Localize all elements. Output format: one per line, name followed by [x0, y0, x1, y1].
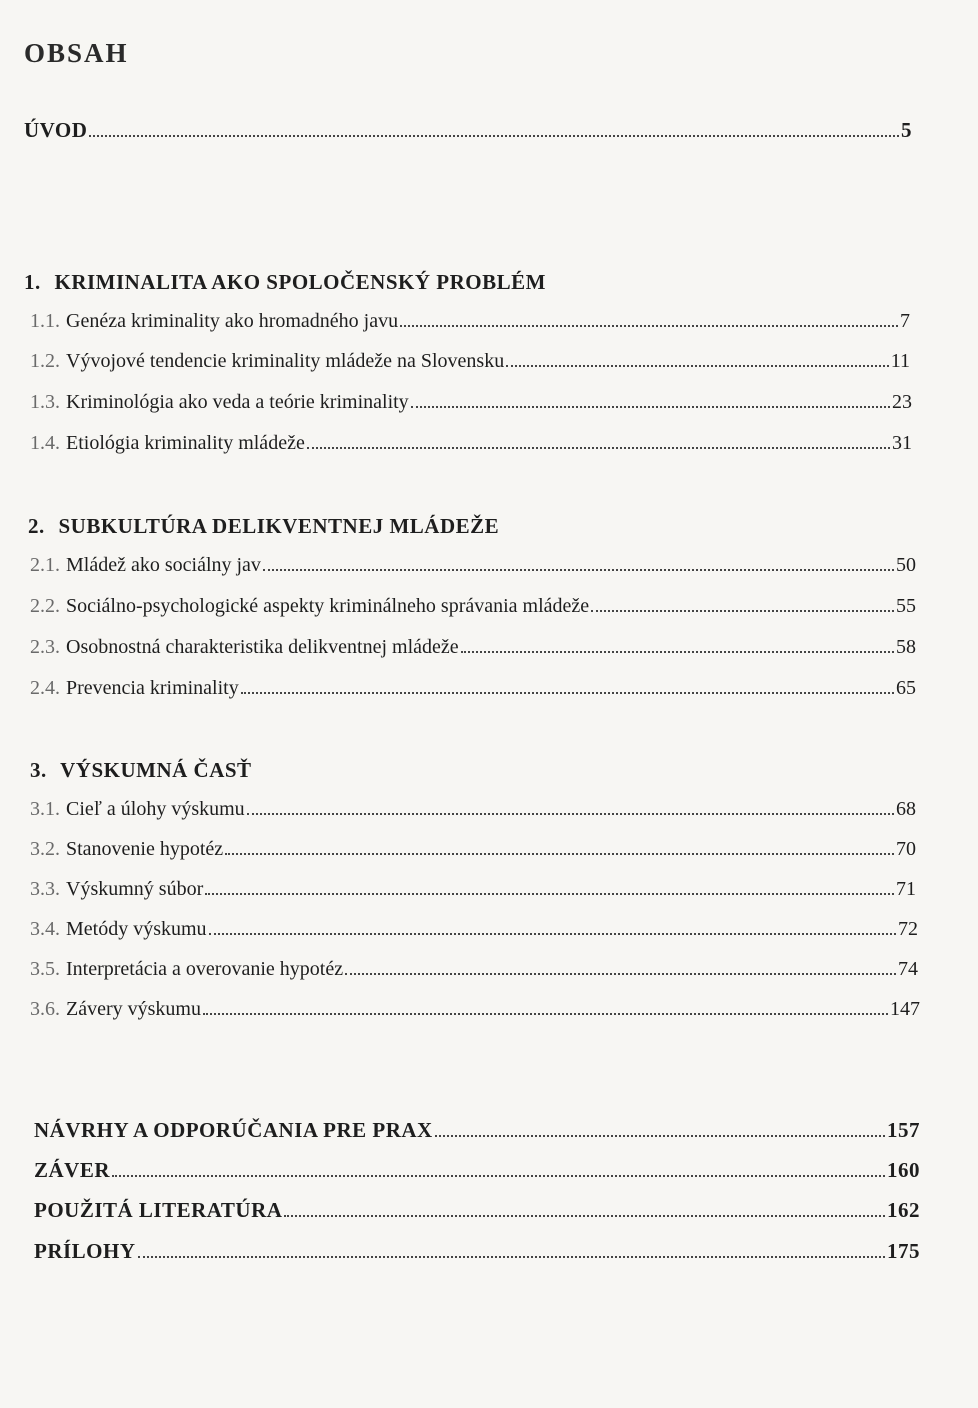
toc-page-number: 65	[896, 677, 916, 699]
toc-page-number: 157	[887, 1118, 920, 1142]
chapter-title: KRIMINALITA AKO SPOLOČENSKÝ PROBLÉM	[54, 270, 546, 294]
leader-dots	[89, 135, 899, 137]
toc-entry	[30, 636, 916, 666]
toc-page-number: 160	[887, 1158, 920, 1182]
toc-label: Závery výskumu	[66, 998, 201, 1020]
section-number: 1.3.	[30, 391, 60, 413]
toc-label: Etiológia kriminality mládeže	[66, 432, 305, 454]
leader-dots	[112, 1175, 885, 1177]
leader-dots	[263, 569, 894, 571]
toc-entry	[30, 350, 910, 380]
section-number: 1.4.	[30, 432, 60, 454]
toc-entry	[30, 798, 916, 828]
leader-dots	[205, 893, 894, 895]
toc-label: NÁVRHY A ODPORÚČANIA PRE PRAX	[34, 1118, 433, 1142]
section-number: 2.2.	[30, 595, 60, 617]
page-title: OBSAH	[24, 38, 129, 68]
toc-label: Stanovenie hypotéz	[66, 838, 224, 860]
toc-label: Výskumný súbor	[66, 878, 204, 900]
toc-label: POUŽITÁ LITERATÚRA	[34, 1198, 283, 1222]
toc-entry	[30, 878, 916, 908]
toc-page-number: 7	[900, 310, 910, 332]
toc-label: Osobnostná charakteristika delikventnej mládeže	[66, 636, 459, 658]
toc-entry	[30, 554, 916, 584]
toc-label: Mládež ako sociálny jav	[66, 554, 261, 576]
leader-dots	[307, 447, 890, 449]
toc-page-number: 162	[887, 1198, 920, 1222]
toc-label: Kriminológia ako veda a teórie kriminality	[66, 391, 409, 413]
toc-entry	[30, 677, 916, 707]
toc-page-number: 74	[898, 958, 918, 980]
leader-dots	[225, 853, 894, 855]
section-number: 3.3.	[30, 878, 60, 900]
toc-entry-back-matter	[34, 1198, 920, 1228]
leader-dots	[400, 325, 898, 327]
chapter-number: 1.	[24, 270, 41, 294]
toc-entry	[30, 838, 916, 868]
toc-page-number: 147	[890, 998, 920, 1020]
leader-dots	[284, 1215, 885, 1217]
toc-page-number: 70	[896, 838, 916, 860]
toc-page-number: 71	[896, 878, 916, 900]
section-number: 3.4.	[30, 918, 60, 940]
toc-label: Interpretácia a overovanie hypotéz	[66, 958, 344, 980]
leader-dots	[209, 933, 896, 935]
toc-page-number: 50	[896, 554, 916, 576]
toc-page-number: 23	[892, 391, 912, 413]
toc-label: Prevencia kriminality	[66, 677, 239, 699]
chapter-heading-2	[28, 514, 499, 539]
toc-entry	[30, 391, 912, 421]
section-number: 2.1.	[30, 554, 60, 576]
toc-entry-back-matter	[34, 1118, 920, 1148]
section-number: 3.6.	[30, 998, 60, 1020]
section-number: 2.4.	[30, 677, 60, 699]
toc-page-number: 55	[896, 595, 916, 617]
toc-page-number: 11	[890, 350, 910, 372]
leader-dots	[247, 813, 894, 815]
toc-page-number: 5	[901, 118, 912, 142]
toc-page-number: 175	[887, 1239, 920, 1263]
leader-dots	[241, 692, 894, 694]
toc-page-number: 31	[892, 432, 912, 454]
toc-label: Genéza kriminality ako hromadného javu	[66, 310, 399, 332]
toc-entry	[30, 310, 910, 340]
toc-label: Sociálno-psychologické aspekty kriminálneho správania mládeže	[66, 595, 590, 617]
toc-entry-intro	[24, 118, 912, 148]
toc-entry-back-matter	[34, 1158, 920, 1188]
chapter-title: SUBKULTÚRA DELIKVENTNEJ MLÁDEŽE	[58, 514, 500, 538]
leader-dots	[411, 406, 890, 408]
toc-entry	[30, 958, 918, 988]
leader-dots	[203, 1013, 888, 1015]
toc-label: ZÁVER	[34, 1158, 111, 1182]
leader-dots	[461, 651, 894, 653]
toc-entry	[30, 595, 916, 625]
section-number: 1.1.	[30, 310, 60, 332]
toc-entry	[30, 432, 912, 462]
toc-entry-back-matter	[34, 1239, 920, 1269]
chapter-heading-1	[24, 270, 546, 295]
chapter-heading-3	[30, 758, 252, 783]
section-number: 3.1.	[30, 798, 60, 820]
section-number: 2.3.	[30, 636, 60, 658]
section-number: 3.2.	[30, 838, 60, 860]
toc-label: Metódy výskumu	[66, 918, 207, 940]
chapter-number: 2.	[28, 514, 45, 538]
leader-dots	[138, 1256, 885, 1258]
leader-dots	[345, 973, 896, 975]
section-number: 3.5.	[30, 958, 60, 980]
toc-page-number: 68	[896, 798, 916, 820]
leader-dots	[591, 610, 894, 612]
leader-dots	[435, 1135, 885, 1137]
toc-label: ÚVOD	[24, 118, 88, 142]
chapter-title: VÝSKUMNÁ ČASŤ	[60, 758, 252, 782]
toc-label: Vývojové tendencie kriminality mládeže na Slovensku	[66, 350, 505, 372]
toc-label: PRÍLOHY	[34, 1239, 136, 1263]
toc-page-number: 58	[896, 636, 916, 658]
toc-entry	[30, 918, 918, 948]
section-number: 1.2.	[30, 350, 60, 372]
leader-dots	[506, 365, 889, 367]
chapter-number: 3.	[30, 758, 47, 782]
toc-entry	[30, 998, 920, 1028]
toc-page-number: 72	[898, 918, 918, 940]
toc-label: Cieľ a úlohy výskumu	[66, 798, 245, 820]
